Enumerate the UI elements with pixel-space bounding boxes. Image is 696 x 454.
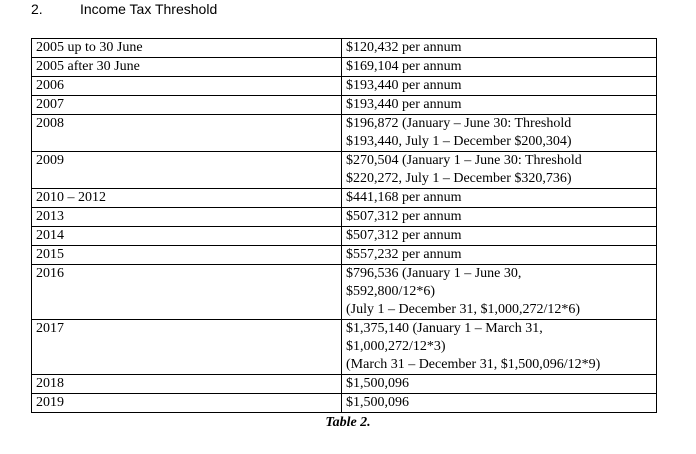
table-row [32, 77, 657, 96]
threshold-line: $1,500,096 [346, 395, 409, 410]
threshold-line: $193,440 per annum [346, 78, 462, 93]
threshold-line: $1,000,272/12*3) [346, 339, 446, 354]
threshold-cell [342, 96, 657, 115]
year-cell [32, 152, 342, 189]
threshold-line: $120,432 per annum [346, 40, 462, 55]
threshold-line: $441,168 per annum [346, 190, 462, 205]
threshold-cell [342, 152, 657, 189]
year-cell [32, 39, 342, 58]
threshold-line: $169,104 per annum [346, 59, 462, 74]
threshold-cell [342, 265, 657, 320]
table-row [32, 320, 657, 375]
table-row [32, 96, 657, 115]
year-label: 2015 [36, 247, 64, 262]
table-row [32, 208, 657, 227]
income-tax-threshold-table [31, 38, 657, 413]
year-cell [32, 394, 342, 413]
year-cell [32, 320, 342, 375]
year-label: 2010 – 2012 [36, 190, 106, 205]
year-cell [32, 246, 342, 265]
table-caption: Table 2. [325, 415, 371, 430]
year-label: 2005 after 30 June [36, 59, 140, 74]
table-row [32, 115, 657, 152]
threshold-cell [342, 208, 657, 227]
table-row [32, 375, 657, 394]
section-title: Income Tax Threshold [80, 1, 218, 17]
threshold-cell [342, 227, 657, 246]
year-cell [32, 375, 342, 394]
threshold-cell [342, 115, 657, 152]
year-label: 2019 [36, 395, 64, 410]
year-label: 2007 [36, 97, 64, 112]
threshold-line: $193,440 per annum [346, 97, 462, 112]
threshold-cell [342, 58, 657, 77]
table-row [32, 39, 657, 58]
threshold-line: $1,500,096 [346, 376, 409, 391]
table-body [32, 39, 657, 413]
year-cell [32, 208, 342, 227]
year-label: 2009 [36, 153, 64, 168]
year-label: 2016 [36, 266, 64, 281]
threshold-line: $796,536 (January 1 – June 30, [346, 266, 522, 281]
table-row [32, 394, 657, 413]
threshold-line: $193,440, July 1 – December $200,304) [346, 134, 572, 149]
section-heading [31, 1, 217, 17]
threshold-line: (July 1 – December 31, $1,000,272/12*6) [346, 302, 581, 317]
year-cell [32, 227, 342, 246]
table-row [32, 189, 657, 208]
year-label: 2013 [36, 209, 64, 224]
threshold-cell [342, 320, 657, 375]
table-row [32, 265, 657, 320]
table-row [32, 152, 657, 189]
threshold-cell [342, 394, 657, 413]
threshold-line: $220,272, July 1 – December $320,736) [346, 171, 572, 186]
year-cell [32, 115, 342, 152]
year-cell [32, 58, 342, 77]
threshold-line: $196,872 (January – June 30: Threshold [346, 116, 572, 131]
year-label: 2018 [36, 376, 64, 391]
year-label: 2005 up to 30 June [36, 40, 143, 55]
year-cell [32, 96, 342, 115]
section-number: 2. [31, 1, 43, 17]
threshold-line: $507,312 per annum [346, 209, 462, 224]
table-row [32, 58, 657, 77]
threshold-line: (March 31 – December 31, $1,500,096/12*9) [346, 357, 601, 372]
table-row [32, 246, 657, 265]
year-label: 2017 [36, 321, 64, 336]
threshold-cell [342, 375, 657, 394]
year-label: 2008 [36, 116, 64, 131]
threshold-cell [342, 189, 657, 208]
threshold-cell [342, 77, 657, 96]
year-cell [32, 77, 342, 96]
threshold-line: $557,232 per annum [346, 247, 462, 262]
table-row [32, 227, 657, 246]
year-label: 2006 [36, 78, 64, 93]
threshold-cell [342, 246, 657, 265]
threshold-line: $507,312 per annum [346, 228, 462, 243]
year-cell [32, 265, 342, 320]
year-label: 2014 [36, 228, 64, 243]
year-cell [32, 189, 342, 208]
threshold-line: $592,800/12*6) [346, 284, 436, 299]
threshold-line: $1,375,140 (January 1 – March 31, [346, 321, 543, 336]
threshold-cell [342, 39, 657, 58]
threshold-line: $270,504 (January 1 – June 30: Threshold [346, 153, 582, 168]
